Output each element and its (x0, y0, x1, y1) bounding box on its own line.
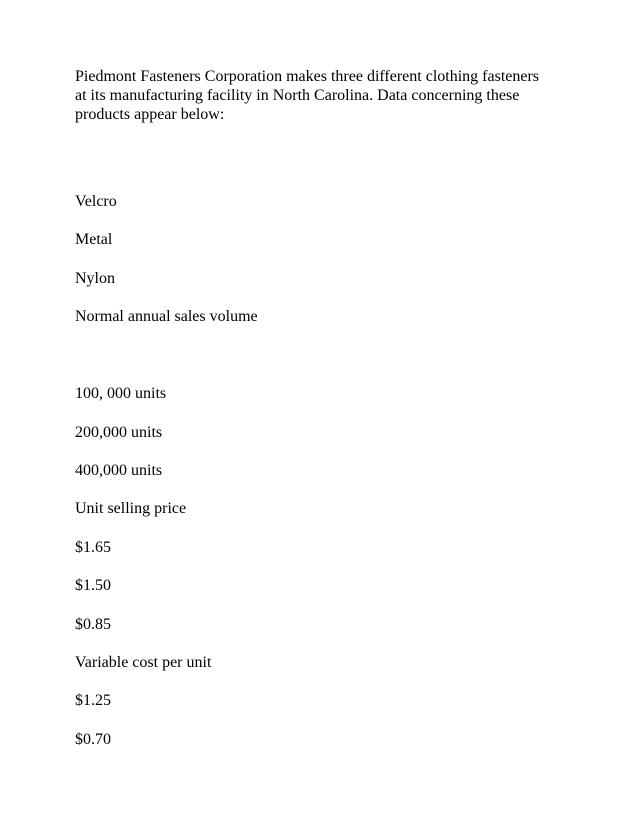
value-selling-price: $1.65 (75, 539, 111, 556)
intro-line: products appear below: (75, 106, 225, 123)
label-variable-cost: Variable cost per unit (75, 654, 212, 671)
value-sales-volume: 100, 000 units (75, 385, 167, 402)
value-variable-cost: $0.70 (75, 731, 111, 748)
intro-paragraph (75, 67, 575, 124)
label-sales-volume: Normal annual sales volume (75, 308, 258, 325)
product-nylon: Nylon (75, 270, 115, 287)
label-unit-selling-price: Unit selling price (75, 500, 187, 517)
value-variable-cost: $1.25 (75, 692, 111, 709)
value-selling-price: $0.85 (75, 616, 111, 633)
value-selling-price: $1.50 (75, 577, 111, 594)
product-velcro: Velcro (75, 193, 117, 210)
intro-line: Piedmont Fasteners Corporation makes three different clothing fasteners (75, 68, 540, 85)
value-sales-volume: 200,000 units (75, 424, 163, 441)
value-sales-volume: 400,000 units (75, 462, 163, 479)
product-metal: Metal (75, 231, 113, 248)
intro-line: at its manufacturing facility in North Carolina. Data concerning these (75, 87, 520, 104)
